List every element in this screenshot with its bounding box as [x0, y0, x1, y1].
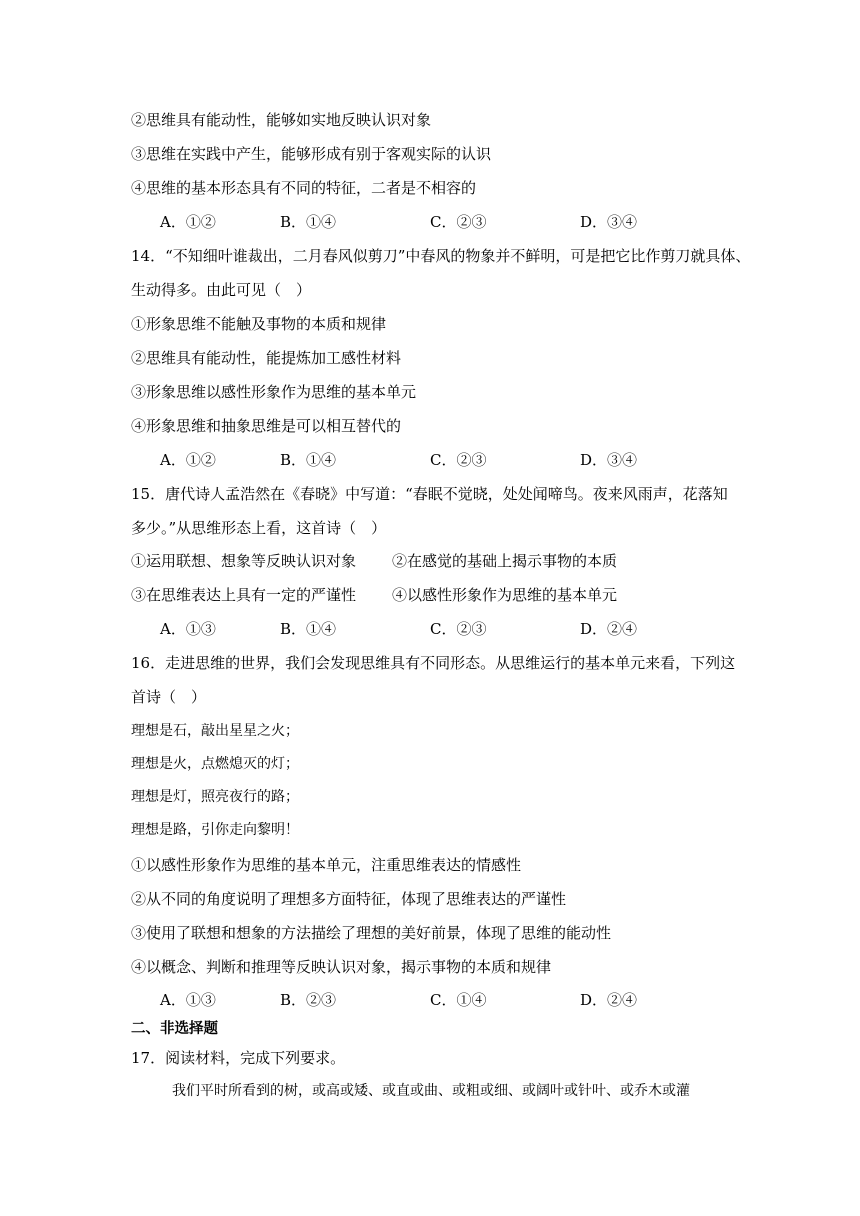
q15-item-3: ③在思维表达上具有一定的严谨性	[131, 586, 357, 604]
q14-item-2: ②思维具有能动性，能提炼加工感性材料	[131, 349, 402, 367]
q15-option-b: B．①④	[280, 620, 337, 638]
q16-stem-line2: 首诗（ ）	[131, 688, 207, 706]
q14-option-a: A．①②	[160, 451, 216, 469]
q16-option-a: A．①③	[160, 991, 216, 1009]
q14-item-3: ③形象思维以感性形象作为思维的基本单元	[131, 383, 417, 401]
q15-item-1: ①运用联想、想象等反映认识对象	[131, 552, 357, 570]
q16-poem-line4: 理想是路，引你走向黎明！	[131, 822, 299, 838]
q13-item-2: ②思维具有能动性，能够如实地反映认识对象	[131, 111, 432, 129]
q15-option-a: A．①③	[160, 620, 216, 638]
q14-stem-line2: 生动得多。由此可见（ ）	[131, 281, 312, 299]
q15-option-d: D．②④	[580, 620, 638, 638]
q14-option-d: D．③④	[580, 451, 638, 469]
q17-stem: 17．阅读材料，完成下列要求。	[131, 1049, 346, 1067]
q16-poem-line3: 理想是灯，照亮夜行的路；	[131, 789, 299, 805]
q15-item-2: ②在感觉的基础上揭示事物的本质	[392, 552, 618, 570]
q16-poem-line1: 理想是石，敲出星星之火；	[131, 723, 299, 739]
q16-stem-line1: 16．走进思维的世界，我们会发现思维具有不同形态。从思维运行的基本单元来看，下列这	[131, 654, 736, 672]
q13-option-b: B．①④	[280, 213, 337, 231]
q16-option-d: D．②④	[580, 991, 638, 1009]
q15-option-c: C．②③	[430, 620, 487, 638]
q16-option-b: B．②③	[280, 991, 337, 1009]
q16-poem-line2: 理想是火，点燃熄灭的灯；	[131, 756, 299, 772]
q16-item-4: ④以概念、判断和推理等反映认识对象，揭示事物的本质和规律	[131, 958, 552, 976]
q14-option-c: C．②③	[430, 451, 487, 469]
q13-option-a: A．①②	[160, 213, 216, 231]
q15-item-4: ④以感性形象作为思维的基本单元	[392, 586, 618, 604]
q15-stem-line2: 多少。”从思维形态上看，这首诗（ ）	[131, 519, 387, 537]
q16-item-2: ②从不同的角度说明了理想多方面特征，体现了思维表达的严谨性	[131, 890, 567, 908]
q14-item-4: ④形象思维和抽象思维是可以相互替代的	[131, 417, 402, 435]
section-heading: 二、非选择题	[131, 1021, 218, 1037]
q16-item-1: ①以感性形象作为思维的基本单元，注重思维表达的情感性	[131, 856, 522, 874]
q13-item-4: ④思维的基本形态具有不同的特征，二者是不相容的	[131, 179, 477, 197]
q13-item-3: ③思维在实践中产生，能够形成有别于客观实际的认识	[131, 145, 492, 163]
q16-option-c: C．①④	[430, 991, 487, 1009]
q14-item-1: ①形象思维不能触及事物的本质和规律	[131, 315, 387, 333]
q15-stem-line1: 15．唐代诗人孟浩然在《春晓》中写道：“春眠不觉晓，处处闻啼鸟。夜来风雨声，花落知	[131, 485, 728, 503]
q13-option-c: C．②③	[430, 213, 487, 231]
q13-option-d: D．③④	[580, 213, 638, 231]
q14-option-b: B．①④	[280, 451, 337, 469]
q17-material-line1: 我们平时所看到的树，或高或矮、或直或曲、或粗或细、或阔叶或针叶、或乔木或灌	[172, 1083, 690, 1099]
q14-stem-line1: 14．“不知细叶谁裁出，二月春风似剪刀”中春风的物象并不鲜明，可是把它比作剪刀就具体、	[131, 247, 751, 265]
q16-item-3: ③使用了联想和想象的方法描绘了理想的美好前景，体现了思维的能动性	[131, 924, 612, 942]
